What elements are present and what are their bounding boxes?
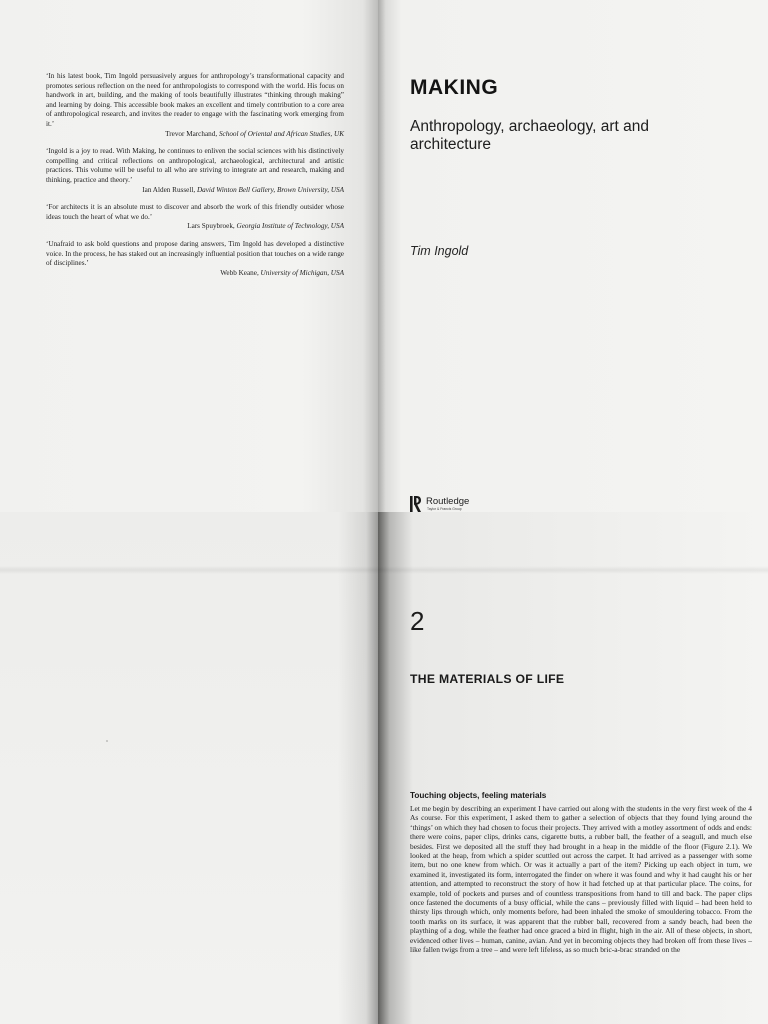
blurb-attribution	[46, 130, 344, 140]
blurb-quote: ‘Ingold is a joy to read. With Making, he continues to enliven the social sciences with his distinctively compelling and critical reflections on anthropological, archaeological, architectural and artistic practices. This volume will be useful to all who are striving to integrate art and research, making and thinking, practice and theory.’	[46, 147, 344, 184]
routledge-r-logo-icon	[410, 496, 421, 512]
bottom-spread	[0, 512, 768, 1024]
book-author: Tim Ingold	[410, 244, 469, 258]
book-title: MAKING	[410, 76, 499, 99]
blurb-institution: School of Oriental and African Studies, UK	[218, 129, 344, 138]
blurb-attribution	[46, 222, 344, 232]
blurb-name: Trevor Marchand,	[165, 129, 218, 138]
blurb-attribution	[46, 186, 344, 196]
chapter-number: 2	[410, 606, 425, 636]
blank-page	[0, 512, 378, 1024]
blurb-institution: University of Michigan, USA	[260, 268, 344, 277]
blurb-name: Lars Spuybroek,	[187, 222, 235, 231]
blurb-quote: ‘For architects it is an absolute must to discover and absorb the work of this friendly outsider whose ideas touch the heart of what we do.’	[46, 203, 344, 221]
publisher-group: Taylor & Francis Group	[427, 507, 462, 511]
paper-speck	[106, 740, 108, 742]
section-heading: Touching objects, feeling materials	[410, 791, 547, 800]
scan-seam	[0, 566, 768, 574]
blurb-name: Ian Alden Russell,	[142, 185, 196, 194]
title-page	[378, 0, 768, 512]
blurb-institution: David Winton Bell Gallery, Brown University, USA	[196, 185, 344, 194]
book-subtitle: Anthropology, archaeology, art and architecture	[410, 118, 649, 153]
chapter-opening-page	[378, 512, 768, 1024]
chapter-body-text: Let me begin by describing an experiment I have carried out along with the students in the very first week of the 4 As course. For this experiment, I asked them to gather a selection of objects that they found lying around the ‘things’ on which they had chosen to focus their projects. They arrived with a motley assortment of odds and ends: there were coins, paper clips, drinks cans, cigarette butts, a rubber ball, the feather of a seagull, and much else besides. First we deposited all the stuff they had brought in a heap in the middle of the floor (Figure 2.1). We looked at the heap, from which a spider scuttled out across the carpet. It had arrived as a passenger with some item, but no one knew from which. Or was it actually a part of the item? Picking up each object in turn, we examined it, investigated its form, interrogated the finder on where it was found and why it had caught his or her attention, and attempted to reconstruct the story of how it had fetched up at that particular place. The coins, for example, told of pockets and purses and of countless transpositions from hand to till and back. The paper clips once fastened the documents of a busy official, while the cans – previously filled with liquid – had been held to thirsty lips through which, only moments before, had been inhaled the smoke of smouldering tobacco. From the tooth marks on its surface, it was apparent that the rubber ball, recovered from a sandy beach, had been the plaything of a dog, while the feather had once graced a bird in flight, high in the air. All of these objects, in short, evidenced other lives – human, canine, avian. And yet in becoming objects they had broken off from these lives – like fallen twigs from a tree – and were left lifeless, as so much bric-a-brac stranded on the	[410, 804, 752, 955]
praise-page	[0, 0, 378, 512]
blurb-russell	[46, 147, 344, 195]
blurb-institution: Georgia Institute of Technology, USA	[236, 222, 344, 231]
publisher-name: Routledge	[426, 496, 470, 507]
chapter-title: THE MATERIALS OF LIFE	[410, 672, 565, 686]
blurb-quote: ‘Unafraid to ask bold questions and propose daring answers, Tim Ingold has developed a distinctive voice. In the process, he has staked out an increasingly influential position that touches on a wide range of disciplines.’	[46, 239, 344, 268]
blurb-quote: ‘In his latest book, Tim Ingold persuasively argues for anthropology’s transformational capacity and promotes serious reflection on the need for anthropologists to correspond with the world. His focus on handwork in art, building, and the making of tools beautifully illustrates “thinking through making” and learning by doing. This accessible book makes an excellent and timely contribution to a core area of anthropological research, and invites the reader to engage with the fascinating work emerging from it.’	[46, 72, 344, 128]
blurb-marchand	[46, 72, 344, 139]
blurb-name: Webb Keane,	[220, 268, 259, 277]
blurb-attribution	[46, 269, 344, 279]
blurb-spuybroek	[46, 203, 344, 232]
blurb-keane	[46, 240, 344, 278]
praise-blurbs	[46, 72, 344, 286]
